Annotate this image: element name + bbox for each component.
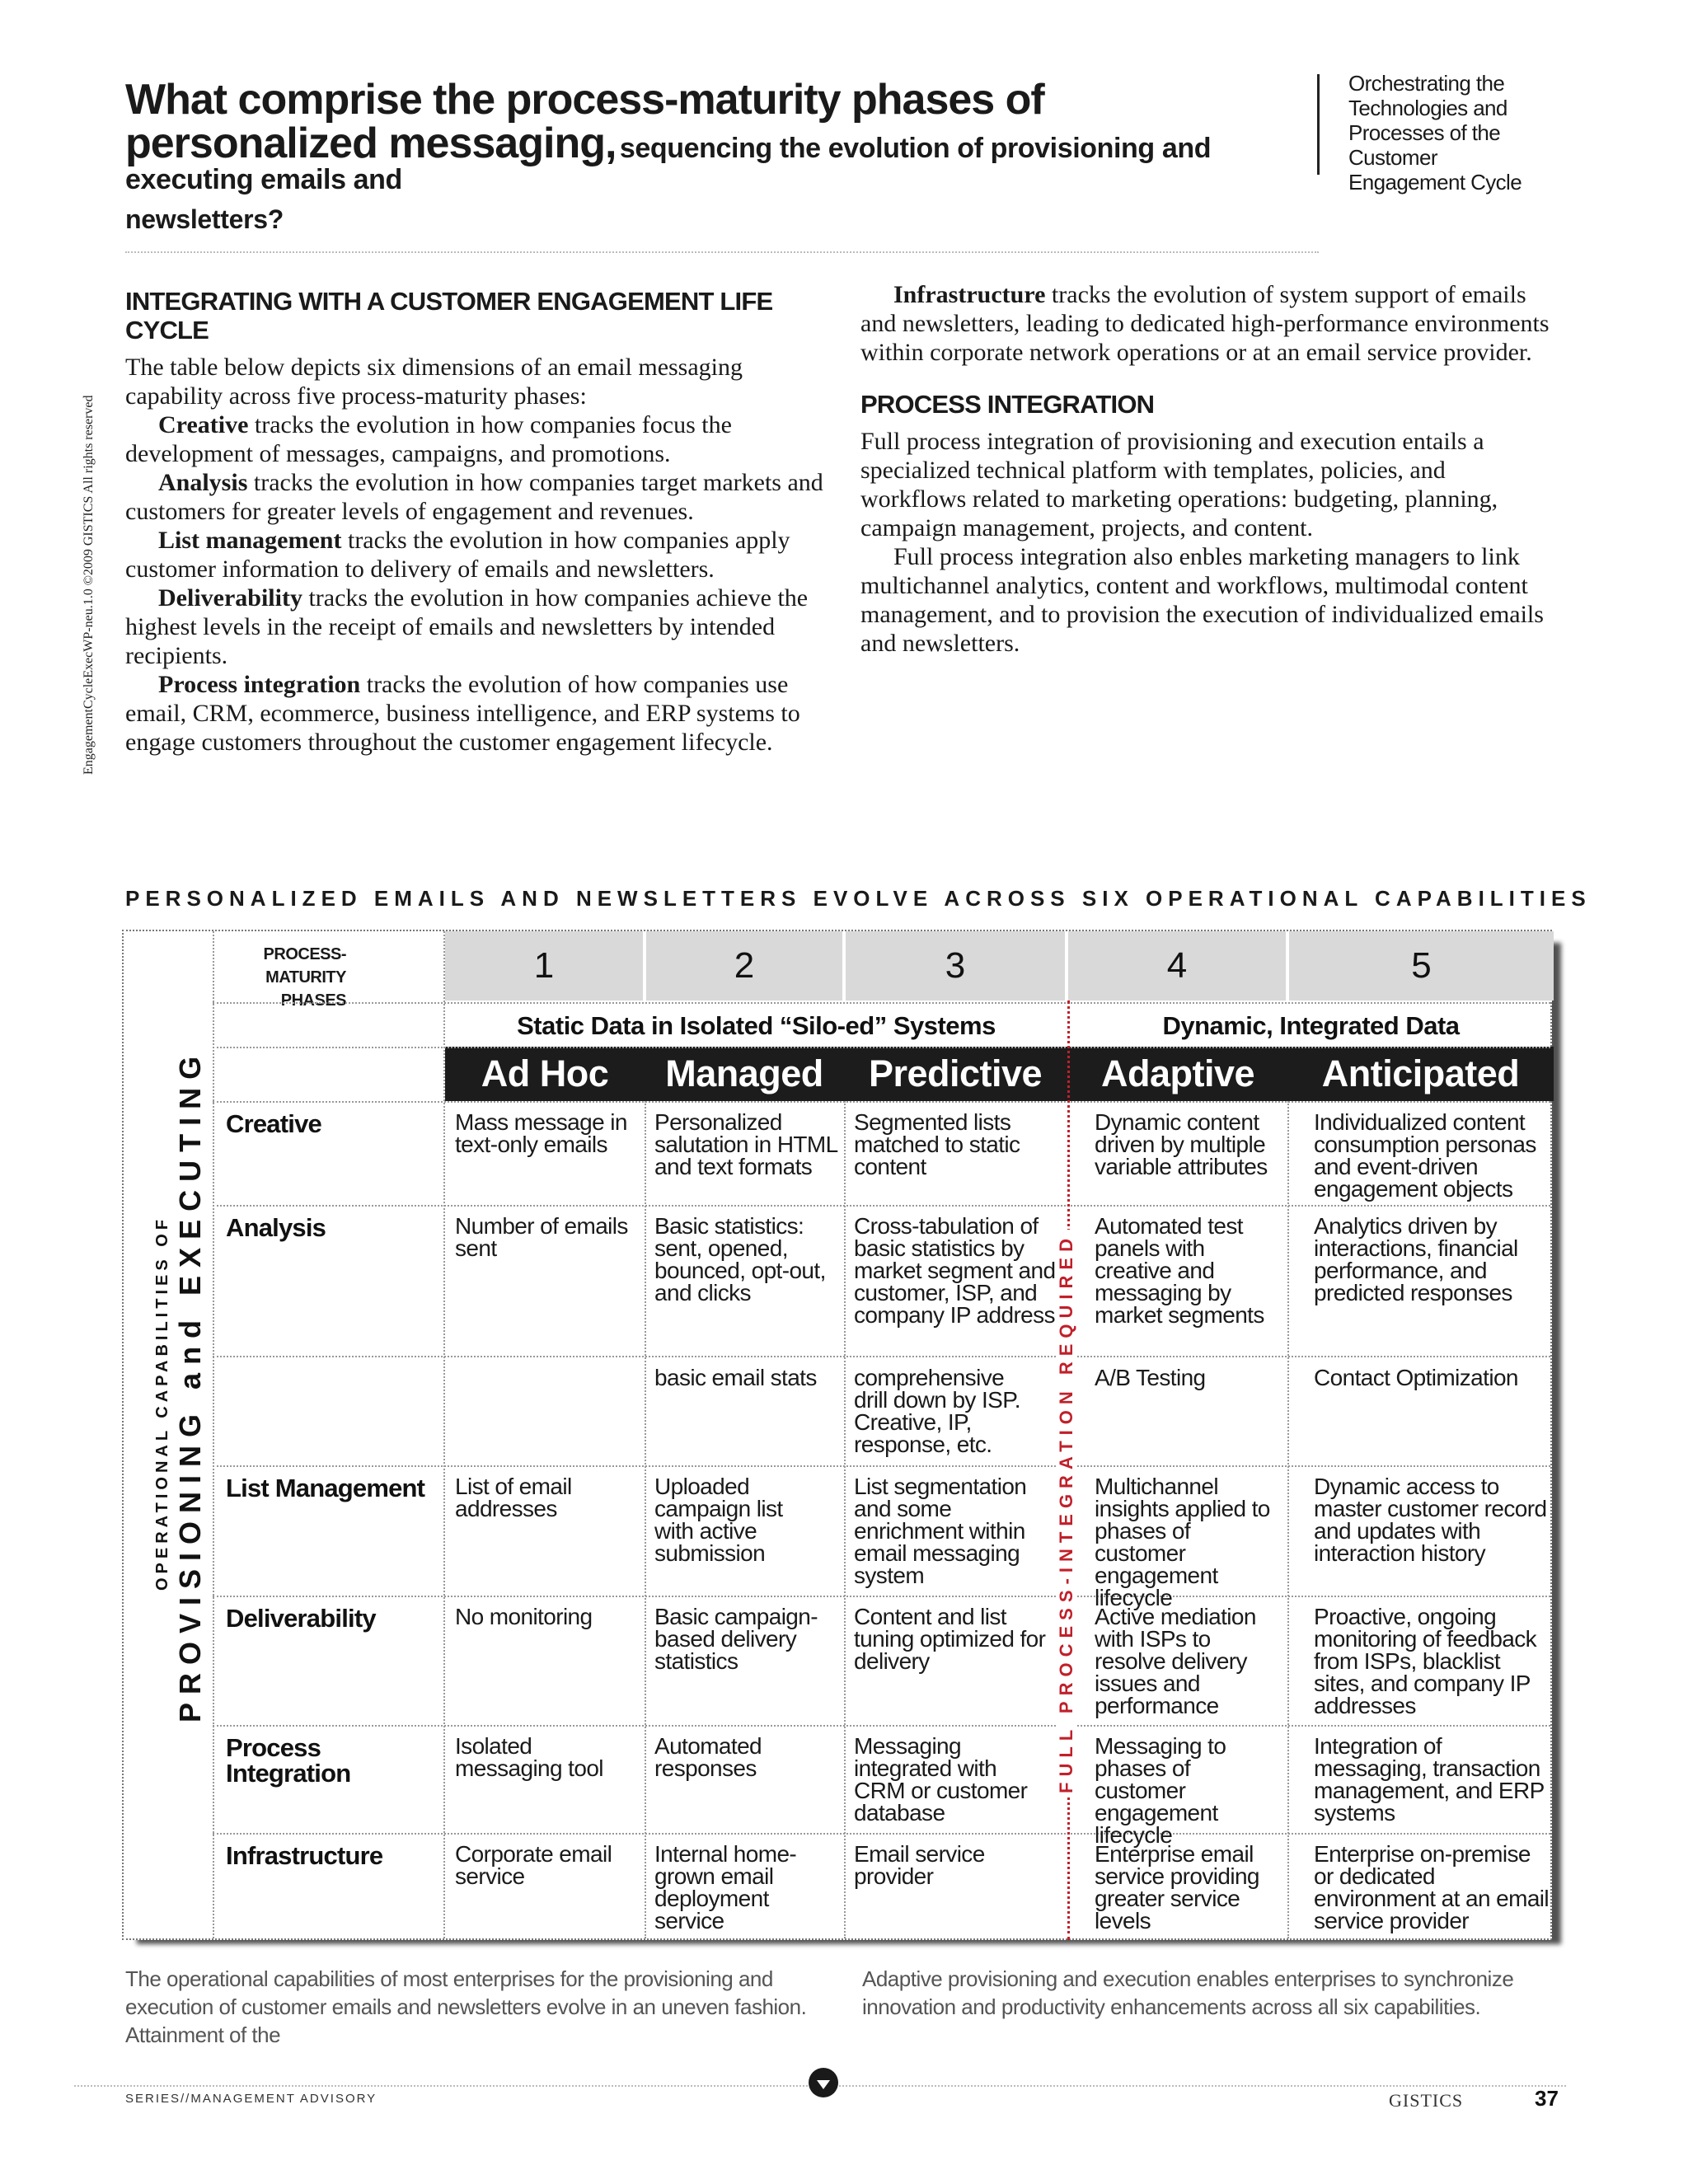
cell-analysis-detail-5: Contact Optimization	[1314, 1365, 1518, 1390]
item-process-integration	[125, 670, 834, 757]
cell-analysis-5: Analytics driven by interactions, financial performance, and predicted responses	[1314, 1213, 1518, 1305]
cell-infrastructure-4: Enterprise email service providing greater service levels	[1095, 1841, 1259, 1933]
row-label-creative: Creative	[226, 1109, 321, 1138]
cell-process-5: Integration of messaging, transaction management, and ERP systems	[1314, 1733, 1545, 1825]
grid-line	[213, 1205, 1550, 1207]
grid-line	[213, 931, 214, 1938]
cell-process-3: Messaging integrated with CRM or customer database	[854, 1733, 1028, 1825]
cell-analysis-detail-3: comprehensive drill down by ISP. Creative, IP, response, etc.	[854, 1365, 1020, 1457]
phase-5: 5	[1289, 931, 1554, 1001]
section-heading-process-integration: PROCESS INTEGRATION	[860, 390, 1155, 419]
footer-series: SERIES//MANAGEMENT ADVISORY	[125, 2092, 377, 2106]
grid-line	[844, 1101, 846, 1938]
cell-creative-5: Individualized content consumption personas and event-driven engagement objects	[1314, 1109, 1536, 1202]
term-text: tracks the evolution in how companies target markets and customers for greater levels of engagement and revenues.	[125, 469, 823, 525]
table-heading: PERSONALIZED EMAILS AND NEWSLETTERS EVOLVE ACROSS SIX OPERATIONAL CAPABILITIES	[125, 886, 1592, 911]
cell-list-2: Uploaded campaign list with active submission	[654, 1474, 783, 1566]
maturity-ad-hoc: Ad Hoc	[481, 1052, 609, 1094]
cell-analysis-2: Basic statistics: sent, opened, bounced, opt-out, and clicks	[654, 1213, 826, 1305]
left-column	[125, 287, 834, 757]
row-label-analysis: Analysis	[226, 1213, 326, 1242]
grid-line	[213, 1596, 1550, 1597]
cell-creative-2: Personalized salutation in HTML and text formats	[654, 1109, 837, 1179]
footer-brand: GISTICS	[1389, 2090, 1464, 2111]
right-column	[860, 280, 1553, 658]
phase-1: 1	[445, 931, 643, 1001]
cell-process-2: Automated responses	[654, 1733, 762, 1781]
title-sub-end: newsletters?	[125, 204, 284, 234]
cell-creative-1: Mass message in text-only emails	[455, 1109, 627, 1157]
title-sub: sequencing the evolution of provisioning and executing emails and	[125, 133, 1212, 196]
item-infrastructure	[860, 280, 1553, 367]
grid-line	[213, 1725, 1550, 1727]
cell-deliverability-4: Active mediation with ISPs to resolve delivery issues and performance	[1095, 1604, 1256, 1718]
side-label-big: PROVISIONING and EXECUTING	[173, 1047, 207, 1722]
title-main: What comprise the process-maturity phases of personalized messaging,	[125, 76, 1044, 168]
side-label-small: OPERATIONAL CAPABILITIES OF	[153, 1215, 171, 1591]
item-deliverability	[125, 583, 834, 670]
maturity-managed: Managed	[665, 1052, 823, 1094]
maturity-predictive: Predictive	[868, 1052, 1043, 1094]
cell-deliverability-1: No monitoring	[455, 1604, 593, 1629]
cell-list-4: Multichannel insights applied to phases of customer engagement lifecycle	[1095, 1474, 1270, 1610]
section-heading-integrating: INTEGRATING WITH A CUSTOMER ENGAGEMENT LIFE CYCLE	[125, 287, 773, 344]
cell-list-1: List of email addresses	[455, 1474, 572, 1521]
cell-analysis-detail-2: basic email stats	[654, 1365, 817, 1390]
term-text: tracks the evolution in how companies achieve the highest levels in the receipt of emails and newsletters by intended recipients.	[125, 584, 809, 669]
term: Process integration	[158, 671, 361, 698]
phase-4: 4	[1068, 931, 1286, 1001]
grid-line	[213, 1465, 1550, 1467]
cell-infrastructure-1: Corporate email service	[455, 1841, 612, 1889]
group-static: Static Data in Isolated “Silo-ed” Systems	[517, 1011, 996, 1040]
item-creative	[125, 410, 834, 468]
cell-process-1: Isolated messaging tool	[455, 1733, 603, 1781]
row-label-deliverability: Deliverability	[226, 1604, 376, 1633]
title-divider	[125, 251, 1319, 253]
row-label-infrastructure: Infrastructure	[226, 1841, 383, 1870]
cell-list-5: Dynamic access to master customer record and updates with interaction history	[1314, 1474, 1547, 1566]
term: Infrastructure	[893, 281, 1046, 308]
integration-required-label: FULL PROCESS-INTEGRATION REQUIRED	[1056, 1230, 1077, 1797]
group-dynamic: Dynamic, Integrated Data	[1162, 1011, 1460, 1040]
grid-line	[213, 1101, 1550, 1103]
grid-line	[213, 1002, 1550, 1004]
cell-infrastructure-3: Email service provider	[854, 1841, 985, 1889]
term-text: tracks the evolution of system support of emails and newsletters, leading to dedicated high-performance environments within corporate network operations or at an email service provider.	[860, 281, 1550, 366]
phase-label-line-1: PROCESS-MATURITY	[263, 945, 346, 987]
grid-line	[443, 931, 445, 1938]
grid-line	[213, 1356, 1550, 1357]
row-label-process-integration: Process Integration	[226, 1733, 351, 1788]
term: List management	[158, 527, 342, 554]
grid-line	[213, 1047, 1550, 1048]
term-text: tracks the evolution in how companies apply customer information to delivery of emails and newsletters.	[125, 527, 790, 583]
cell-infrastructure-2: Internal home-grown email deployment service	[654, 1841, 797, 1933]
cell-analysis-1: Number of emails sent	[455, 1213, 628, 1261]
maturity-adaptive: Adaptive	[1100, 1052, 1255, 1094]
down-arrow-icon	[808, 2067, 839, 2098]
item-analysis	[125, 468, 834, 526]
row-label-list-management: List Management	[226, 1474, 425, 1502]
page-title	[125, 78, 1296, 232]
cell-list-3: List segmentation and some enrichment within email messaging system	[854, 1474, 1027, 1588]
cell-deliverability-2: Basic campaign-based delivery statistics	[654, 1604, 818, 1674]
process-paragraph-2: Full process integration also enbles marketing managers to link multichannel analytics, content and workflows, multimodal content management, and to provision the execution of individualized emails and newsletters.	[860, 543, 1544, 657]
intro-paragraph: The table below depicts six dimensions of an email messaging capability across five process-maturity phases:	[125, 354, 743, 410]
maturity-anticipated: Anticipated	[1321, 1052, 1520, 1094]
caption-left: The operational capabilities of most enterprises for the provisioning and execution of customer emails and newsletters evolve in an uneven fashion. Attainment of the	[125, 1966, 807, 2047]
phase-3: 3	[846, 931, 1065, 1001]
term: Creative	[158, 411, 249, 438]
cell-analysis-4: Automated test panels with creative and messaging by market segments	[1095, 1213, 1264, 1328]
series-title: Orchestrating the Technologies and Processes of the Customer Engagement Cycle	[1348, 71, 1522, 194]
term-text: tracks the evolution of how companies use email, CRM, ecommerce, business intelligence, and ERP systems to engage customers throughout the customer engagement lifecycle.	[125, 671, 800, 756]
term-text: tracks the evolution in how companies focus the development of messages, campaigns, and promotions.	[125, 411, 732, 467]
header-divider	[1317, 74, 1320, 175]
cell-analysis-detail-4: A/B Testing	[1095, 1365, 1206, 1390]
grid-line	[645, 1101, 646, 1938]
cell-deliverability-5: Proactive, ongoing monitoring of feedback from ISPs, blacklist sites, and company IP addresses	[1314, 1604, 1537, 1718]
page-number: 37	[1535, 2086, 1559, 2111]
caption-right: Adaptive provisioning and execution enables enterprises to synchronize innovation and productivity enhancements across all six capabilities.	[862, 1966, 1514, 2019]
grid-line	[1287, 1101, 1289, 1938]
cell-infrastructure-5: Enterprise on-premise or dedicated environment at an email service provider	[1314, 1841, 1550, 1933]
capability-table	[122, 930, 1552, 1940]
process-paragraph-1: Full process integration of provisioning and execution entails a specialized technical platform with templates, policies, and workflows related to marketing operations: budgeting, planning, campaign management, projects, and content.	[860, 428, 1498, 541]
item-list-management	[125, 526, 834, 583]
phase-label-line-2: PHASES	[280, 991, 346, 1010]
cell-creative-4: Dynamic content driven by multiple variable attributes	[1095, 1109, 1268, 1179]
cell-analysis-3: Cross-tabulation of basic statistics by market segment and customer, ISP, and company IP address	[854, 1213, 1056, 1328]
cell-process-4: Messaging to phases of customer engagement lifecycle	[1095, 1733, 1226, 1848]
term: Analysis	[158, 469, 248, 496]
term: Deliverability	[158, 584, 302, 612]
cell-creative-3: Segmented lists matched to static content	[854, 1109, 1020, 1179]
copyright-notice: EngagementCycleExecWP-neu.1.0 ©2009 GISTICS All rights reserved	[82, 395, 96, 775]
phase-2: 2	[646, 931, 842, 1001]
grid-line	[213, 1833, 1550, 1835]
cell-deliverability-3: Content and list tuning optimized for delivery	[854, 1604, 1046, 1674]
